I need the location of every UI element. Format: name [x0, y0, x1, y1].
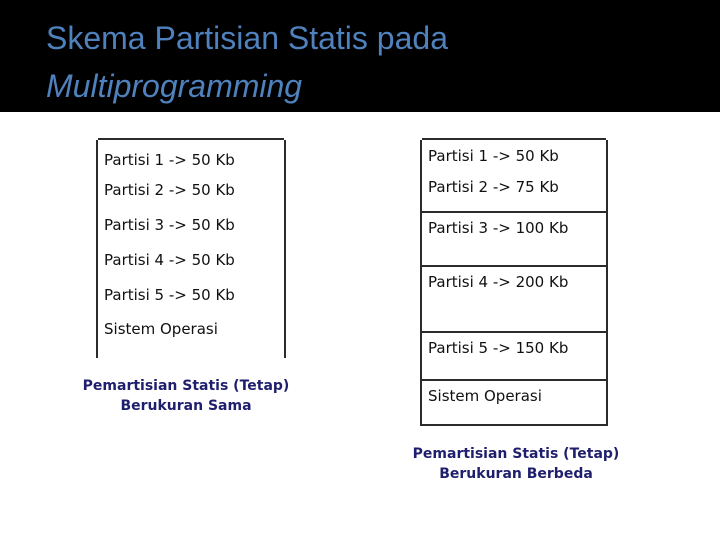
- right-top-border: [422, 138, 606, 140]
- right-memory-diagram: [420, 140, 608, 426]
- page-title: Skema Partisian Statis pada: [46, 20, 448, 56]
- left-partition-1: Partisi 1 -> 50 Kb: [104, 151, 235, 169]
- right-partition-5: Partisi 5 -> 150 Kb: [428, 339, 569, 357]
- right-partition-4: Partisi 4 -> 200 Kb: [428, 273, 569, 291]
- right-partition-1: Partisi 1 -> 50 Kb: [428, 147, 559, 165]
- right-divider-2: [422, 265, 606, 267]
- right-caption-line2: Berukuran Berbeda: [439, 466, 593, 482]
- left-caption: [76, 376, 296, 416]
- right-partition-3: Partisi 3 -> 100 Kb: [428, 219, 569, 237]
- left-caption-line1: Pemartisian Statis (Tetap): [82, 378, 290, 394]
- left-top-border: [98, 138, 284, 140]
- right-divider-4: [422, 379, 606, 381]
- page-subtitle: Multiprogramming: [46, 68, 303, 104]
- right-operating-system: Sistem Operasi: [428, 387, 542, 405]
- right-divider-3: [422, 331, 606, 333]
- left-partition-3: Partisi 3 -> 50 Kb: [104, 216, 235, 234]
- right-partition-2: Partisi 2 -> 75 Kb: [428, 178, 559, 196]
- left-operating-system: Sistem Operasi: [104, 320, 218, 338]
- title-bar: [0, 0, 720, 112]
- left-partition-5: Partisi 5 -> 50 Kb: [104, 286, 235, 304]
- right-divider-1: [422, 211, 606, 213]
- left-partition-4: Partisi 4 -> 50 Kb: [104, 251, 235, 269]
- left-caption-line2: Berukuran Sama: [120, 398, 252, 414]
- right-caption-line1: Pemartisian Statis (Tetap): [412, 446, 620, 462]
- right-bottom-border: [422, 424, 606, 426]
- left-memory-diagram: [96, 140, 286, 358]
- right-caption: [406, 444, 626, 484]
- left-partition-2: Partisi 2 -> 50 Kb: [104, 181, 235, 199]
